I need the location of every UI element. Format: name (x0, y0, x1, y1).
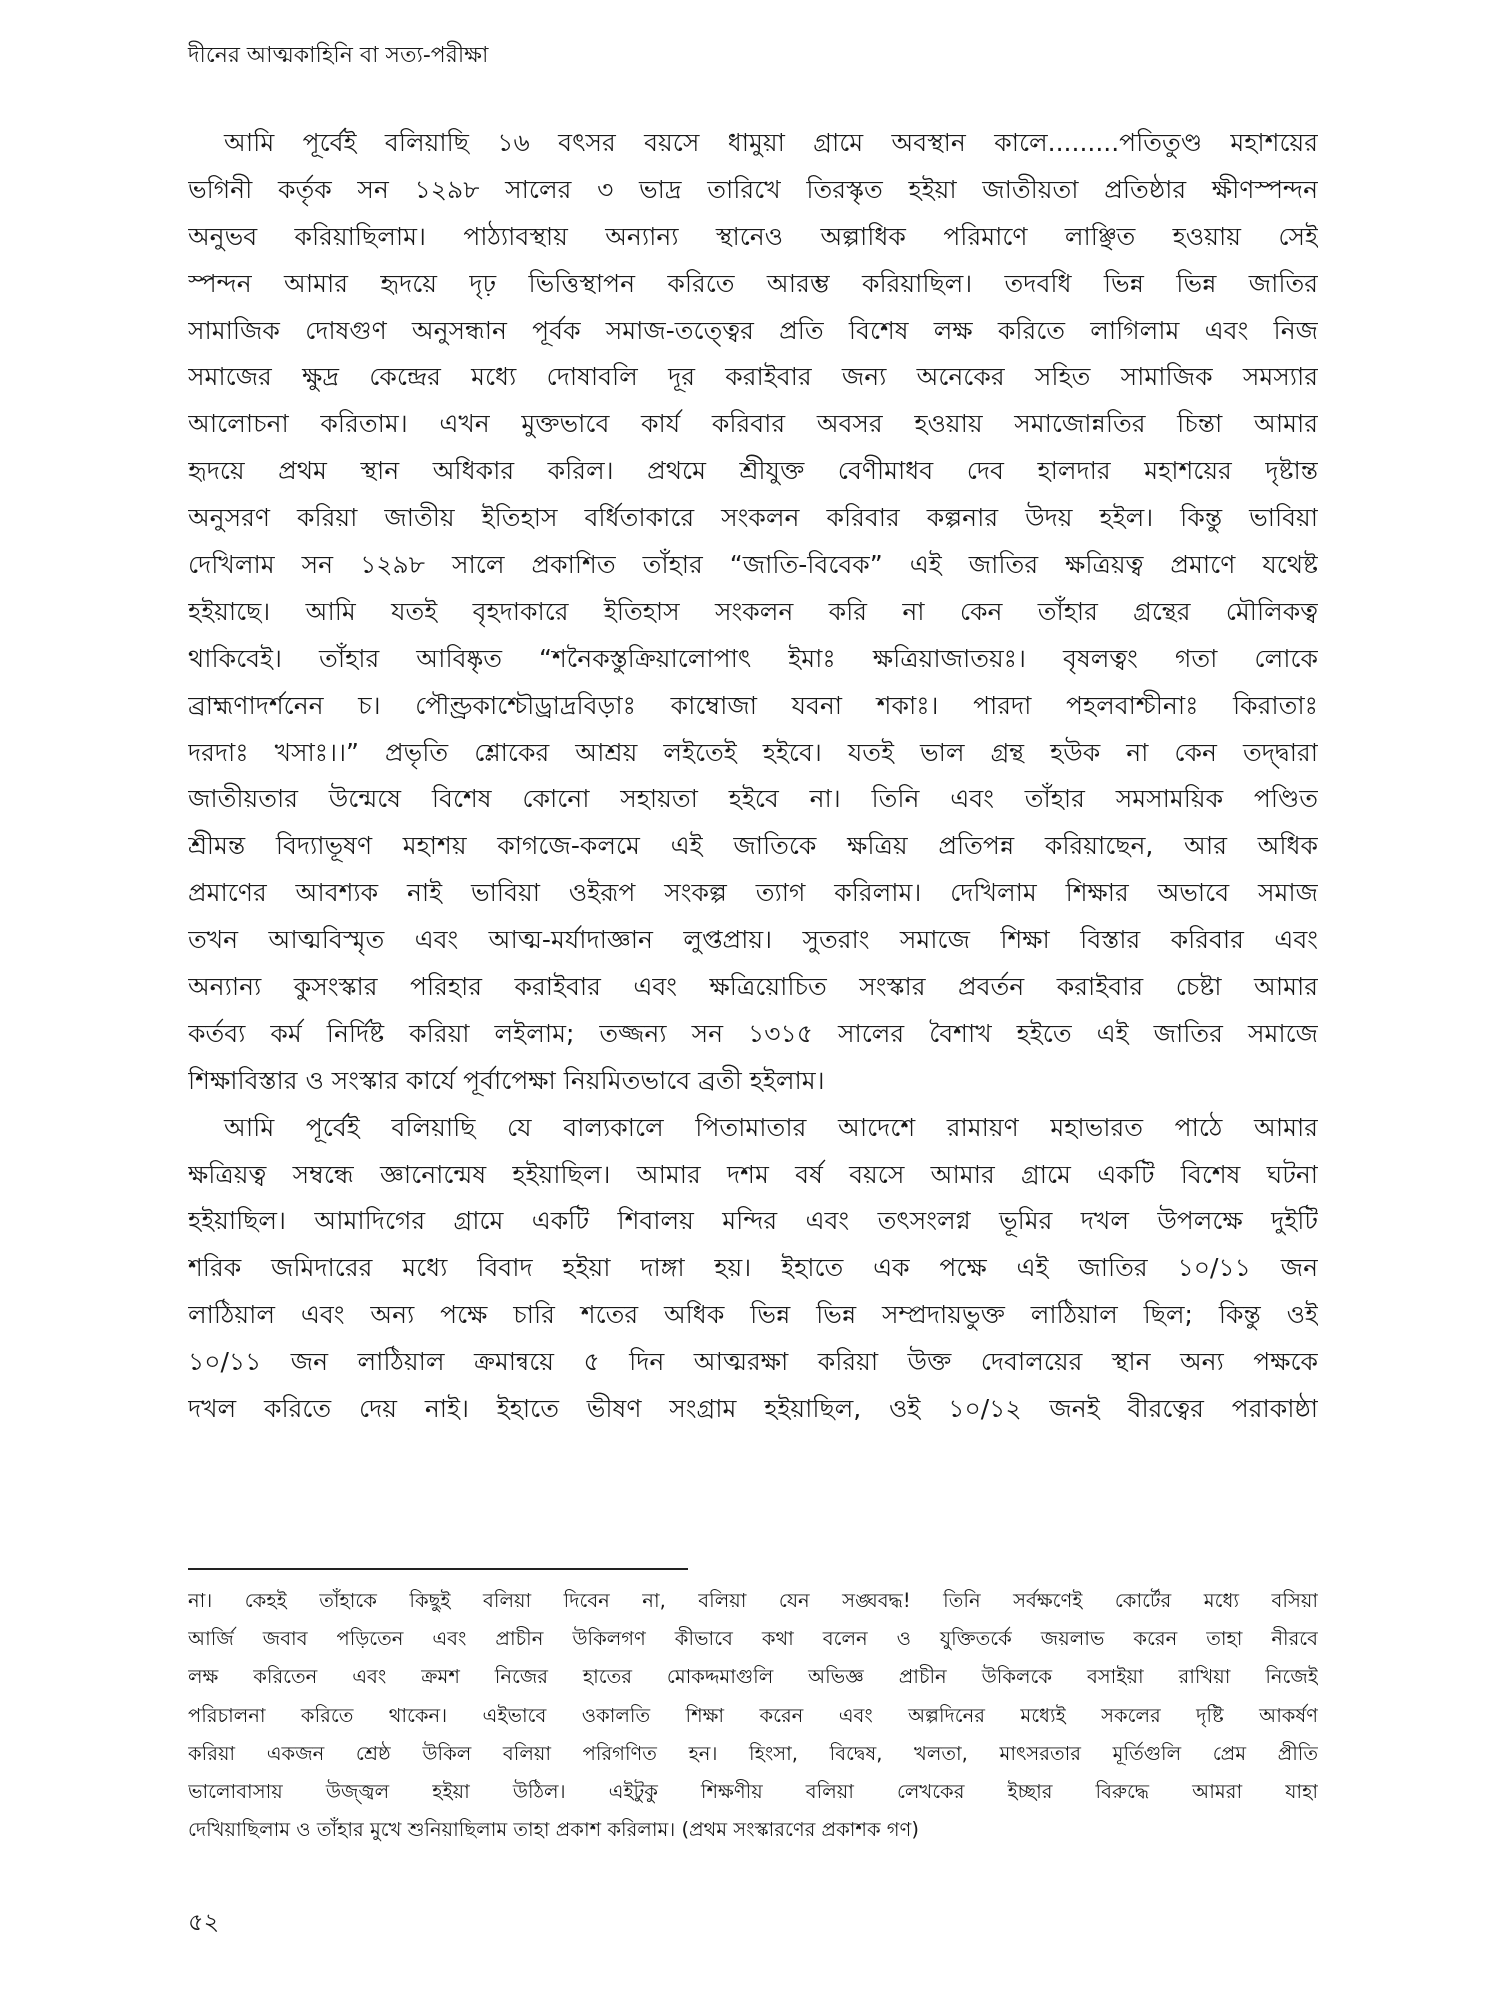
text-line: হৃদয়ে প্রথম স্থান অধিকার করিল। প্রথমে শ্রীযুক্ত বেণীমাধব দেব হালদার মহাশয়ের দৃষ্টান্ত (188, 456, 1318, 486)
text-line: দরদাঃ খসাঃ।।” প্রভৃতি শ্লোকের আশ্রয় লইতেই হইবে। যতই ভাল গ্রন্থ হউক না কেন তদ্দ্বারা (188, 737, 1318, 767)
text-line: প্রমাণের আবশ্যক নাই ভাবিয়া ওইরূপ সংকল্প ত্যাগ করিলাম। দেখিলাম শিক্ষার অভাবে সমাজ (188, 878, 1318, 908)
text-line: অনুসরণ করিয়া জাতীয় ইতিহাস বর্ধিতাকারে সংকলন করিবার কল্পনার উদয় হইল। কিন্তু ভাবিয়া (188, 503, 1318, 533)
text-line: শরিক জমিদারের মধ্যে বিবাদ হইয়া দাঙ্গা হয়। ইহাতে এক পক্ষে এই জাতির ১০/১১ জন (188, 1253, 1318, 1283)
page-number: ৫২ (188, 1908, 220, 1936)
text-line: স্পন্দন আমার হৃদয়ে দৃঢ় ভিত্তিস্থাপন করিতে আরম্ভ করিয়াছিল। তদবধি ভিন্ন ভিন্ন জাতির (188, 268, 1318, 298)
footnote-line: আর্জি জবাব পড়িতেন এবং প্রাচীন উকিলগণ কীভাবে কথা বলেন ও যুক্তিতর্কে জয়লাভ করেন তাহা নীরবে (188, 1627, 1318, 1651)
text-line: তখন আত্মবিস্মৃত এবং আত্ম-মর্যাদাজ্ঞান লুপ্তপ্রায়। সুতরাং সমাজে শিক্ষা বিস্তার করিবার এবং (188, 925, 1318, 955)
text-line: দখল করিতে দেয় নাই। ইহাতে ভীষণ সংগ্রাম হইয়াছিল, ওই ১০/১২ জনই বীরত্বের পরাকাষ্ঠা (188, 1394, 1318, 1424)
footnote-divider (188, 1568, 688, 1570)
text-line: সামাজিক দোষগুণ অনুসন্ধান পূর্বক সমাজ-তত্ত্বের প্রতি বিশেষ লক্ষ করিতে লাগিলাম এবং নিজ (188, 315, 1318, 345)
text-line: আমি পূর্বেই বলিয়াছি ১৬ বৎসর বয়সে ধামুয়া গ্রামে অবস্থান কালে.........পতিতুণ্ড মহাশয়ের (224, 128, 1318, 157)
footnote-line: করিয়া একজন শ্রেষ্ঠ উকিল বলিয়া পরিগণিত হন। হিংসা, বিদ্বেষ, খলতা, মাৎসরতার মূর্তিগুলি প্রেম প্রীতি (188, 1741, 1318, 1765)
text-line: অনুভব করিয়াছিলাম। পাঠ্যাবস্থায় অন্যান্য স্থানেও অল্পাধিক পরিমাণে লাঞ্ছিত হওয়ায় সেই (188, 221, 1318, 251)
text-line: ব্রাহ্মণাদর্শনেন চ। পৌণ্ড্রকাশ্চৌড্রাদ্রবিড়াঃ কাম্বোজা যবনা শকাঃ। পারদা পহলবাশ্চীনাঃ কিরাতাঃ (188, 690, 1318, 720)
text-line: দেখিলাম সন ১২৯৮ সালে প্রকাশিত তাঁহার “জাতি-বিবেক” এই জাতির ক্ষত্রিয়ত্ব প্রমাণে যথেষ্ট (188, 550, 1318, 580)
running-header: দীনের আত্মকাহিনি বা সত্য-পরীক্ষা (188, 43, 489, 68)
text-line: শ্রীমন্ত বিদ্যাভূষণ মহাশয় কাগজে-কলমে এই জাতিকে ক্ষত্রিয় প্রতিপন্ন করিয়াছেন, আর অধিক (188, 831, 1318, 861)
text-line: হইয়াছে। আমি যতই বৃহদাকারে ইতিহাস সংকলন করি না কেন তাঁহার গ্রন্থের মৌলিকত্ব (188, 596, 1318, 626)
footnote-line: দেখিয়াছিলাম ও তাঁহার মুখে শুনিয়াছিলাম তাহা প্রকাশ করিলাম। (প্রথম সংস্কারণের প্রকাশক গণ) (188, 1818, 919, 1842)
footnote-line: লক্ষ করিতেন এবং ক্রমশ নিজের হাতের মোকদ্দমাগুলি অভিজ্ঞ প্রাচীন উকিলকে বসাইয়া রাখিয়া নিজেই (188, 1665, 1318, 1689)
text-line: ক্ষত্রিয়ত্ব সম্বন্ধে জ্ঞানোন্মেষ হইয়াছিল। আমার দশম বর্ষ বয়সে আমার গ্রামে একটি বিশেষ ঘটনা (188, 1159, 1318, 1189)
text-line: অন্যান্য কুসংস্কার পরিহার করাইবার এবং ক্ষত্রিয়োচিত সংস্কার প্রবর্তন করাইবার চেষ্টা আমার (188, 972, 1318, 1002)
text-line: শিক্ষাবিস্তার ও সংস্কার কার্যে পূর্বাপেক্ষা নিয়মিতভাবে ব্রতী হইলাম। (188, 1065, 825, 1095)
text-line: সমাজের ক্ষুদ্র কেন্দ্রের মধ্যে দোষাবলি দূর করাইবার জন্য অনেকের সহিত সামাজিক সমস্যার (188, 362, 1318, 392)
footnote-line: পরিচালনা করিতে থাকেন। এইভাবে ওকালতি শিক্ষা করেন এবং অল্পদিনের মধ্যেই সকলের দৃষ্টি আকর্ষণ (188, 1703, 1318, 1727)
text-line: আলোচনা করিতাম। এখন মুক্তভাবে কার্য করিবার অবসর হওয়ায় সমাজোন্নতির চিন্তা আমার (188, 409, 1318, 439)
text-line: লাঠিয়াল এবং অন্য পক্ষে চারি শতের অধিক ভিন্ন ভিন্ন সম্প্রদায়ভুক্ত লাঠিয়াল ছিল; কিন্তু ওই (188, 1300, 1318, 1330)
text-line: জাতীয়তার উন্মেষে বিশেষ কোনো সহায়তা হইবে না। তিনি এবং তাঁহার সমসাময়িক পণ্ডিত (188, 784, 1318, 814)
text-line: ভগিনী কর্তৃক সন ১২৯৮ সালের ৩ ভাদ্র তারিখে তিরস্কৃত হইয়া জাতীয়তা প্রতিষ্ঠার ক্ষীণস্পন্দন (188, 174, 1318, 204)
footnote-line: না। কেহই তাঁহাকে কিছুই বলিয়া দিবেন না, বলিয়া যেন সঙ্ঘবদ্ধ! তিনি সর্বক্ষণেই কোর্টের মধ্যে বসিয়া (188, 1589, 1318, 1612)
text-line: ১০/১১ জন লাঠিয়াল ক্রমান্বয়ে ৫ দিন আত্মরক্ষা করিয়া উক্ত দেবালয়ের স্থান অন্য পক্ষকে (188, 1347, 1318, 1377)
text-line: কর্তব্য কর্ম নির্দিষ্ট করিয়া লইলাম; তজ্জন্য সন ১৩১৫ সালের বৈশাখ হইতে এই জাতির সমাজে (188, 1018, 1318, 1048)
main-text (188, 120, 1318, 1433)
text-line: থাকিবেই। তাঁহার আবিষ্কৃত “শনৈকস্তুক্রিয়ালোপাৎ ইমাঃ ক্ষত্রিয়াজাতয়ঃ। বৃষলত্বং গতা লোকে (188, 643, 1318, 673)
text-line: হইয়াছিল। আমাদিগের গ্রামে একটি শিবালয় মন্দির এবং তৎসংলগ্ন ভূমির দখল উপলক্ষে দুইটি (188, 1206, 1318, 1236)
text-line: আমি পূর্বেই বলিয়াছি যে বাল্যকালে পিতামাতার আদেশে রামায়ণ মহাভারত পাঠে আমার (224, 1112, 1318, 1142)
footnote-line: ভালোবাসায় উজ্জ্বল হইয়া উঠিল। এইটুকু শিক্ষণীয় বলিয়া লেখকের ইচ্ছার বিরুদ্ধে আমরা যাহা (188, 1779, 1318, 1803)
footnote (188, 1582, 1318, 1849)
